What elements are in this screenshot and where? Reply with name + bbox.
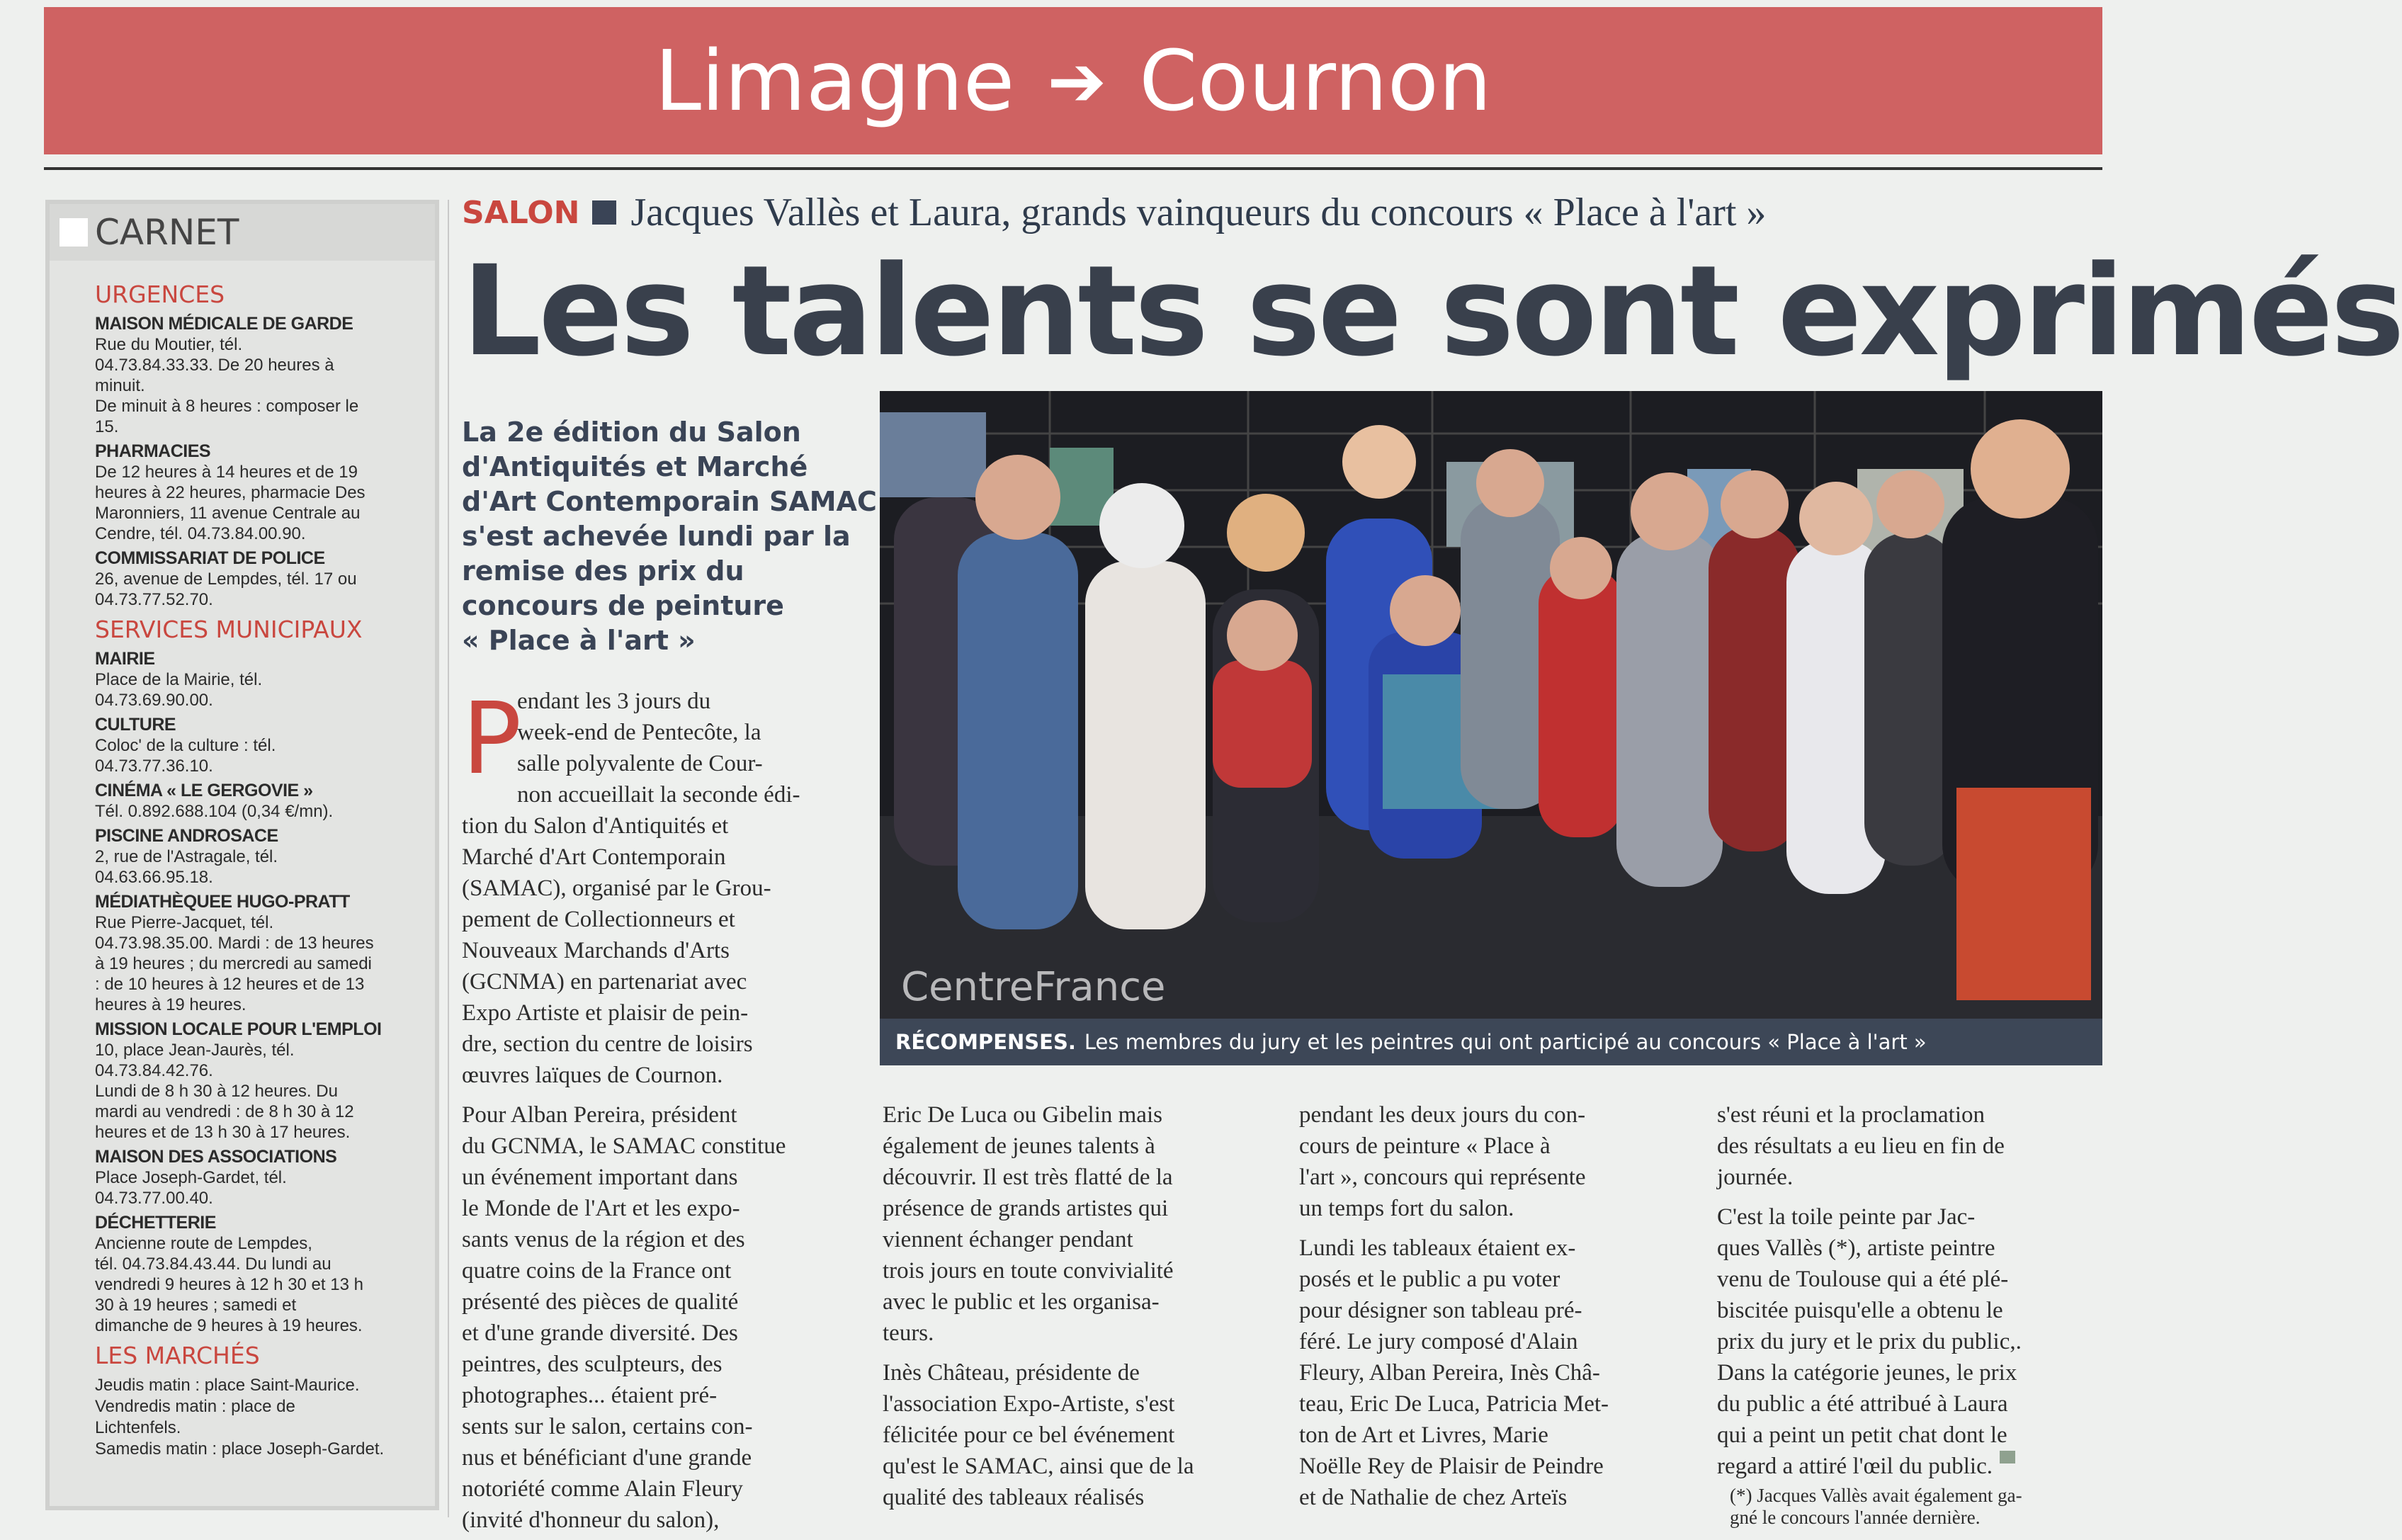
text-line: découvrir. Il est très flatté de la [883,1165,1173,1190]
carnet-entry [95,649,422,710]
chapo-line: concours de peinture [462,590,784,621]
entry-line: Cendre, tél. 04.73.84.00.90. [95,524,306,543]
text-line: et d'une grande diversité. Des [462,1320,738,1346]
text-line: (SAMAC), organisé par le Grou- [462,876,771,901]
text-line: ton de Art et Livres, Marie [1299,1422,1548,1448]
text-line: s'est réuni et la proclamation [1717,1102,1985,1128]
group-photo-illustration [880,391,2102,1019]
dropcap: P [462,681,522,797]
text-line: du GCNMA, le SAMAC constitue [462,1133,786,1159]
marche-line: Jeudis matin : place Saint-Maurice. [95,1376,360,1395]
entry-line: 04.73.77.00.40. [95,1189,213,1208]
carnet-entry [95,1019,422,1143]
text-line: Nouveaux Marchands d'Arts [462,938,730,963]
entry-line: Tél. 0.892.688.104 (0,34 €/mn). [95,802,334,821]
end-mark-icon [2000,1451,2015,1463]
entry-line: heures et de 13 h 30 à 17 heures. [95,1123,351,1142]
paragraph-5 [1299,1099,1684,1224]
entry-text [95,1233,422,1336]
article-column-2 [883,1099,1268,1513]
entry-line: 26, avenue de Lempdes, tél. 17 ou [95,570,357,589]
entry-text [95,735,422,776]
footnote [1730,1485,2022,1529]
entry-name: COMMISSARIAT DE POLICE [95,548,325,568]
chapo-line: « Place à l'art » [462,625,696,656]
text-line: du public a été attribué à Laura [1717,1391,2008,1417]
text-line: pour désigner son tableau pré- [1299,1298,1582,1323]
entry-name: MISSION LOCALE POUR L'EMPLOI [95,1019,382,1039]
chapo-line: remise des prix du [462,555,744,587]
text-line: Expo Artiste et plaisir de pein- [462,1000,749,1026]
entry-line: dimanche de 9 heures à 19 heures. [95,1316,363,1335]
text-line: Inès Château, présidente de [883,1360,1140,1386]
paragraph-1-rest [462,810,847,1091]
paragraph-2 [462,1099,847,1536]
entry-text [95,1167,422,1208]
text-line: Noëlle Rey de Plaisir de Peindre [1299,1454,1604,1479]
text-line: (GCNMA) en partenariat avec [462,969,747,995]
text-line: trois jours en toute convivialité [883,1258,1174,1284]
text-line: peintres, des sculpteurs, des [462,1352,723,1377]
entry-line: 04.73.84.33.33. De 20 heures à [95,356,334,375]
entry-line: De minuit à 8 heures : composer le [95,397,359,416]
carnet-entry [95,781,422,822]
article-column-1 [462,681,847,1536]
text-line: pendant les deux jours du con- [1299,1102,1586,1128]
entry-line: Coloc' de la culture : tél. [95,736,276,755]
text-line: notoriété comme Alain Fleury [462,1476,743,1502]
paragraph-3 [883,1099,1268,1349]
text-line: félicitée pour ce bel événement [883,1422,1175,1448]
urgences-list [95,314,422,610]
text-line: teurs. [883,1320,934,1346]
text-line: sants venus de la région et des [462,1227,745,1252]
text-line: biscitée puisqu'elle a obtenu le [1717,1298,2003,1323]
photo-credit: CentreFrance [901,964,1166,1010]
text-line: qualité des tableaux réalisés [883,1485,1145,1510]
entry-line: Maronniers, 11 avenue Centrale au [95,504,361,523]
text-line: Marché d'Art Contemporain [462,844,726,870]
carnet-entry [95,892,422,1015]
carnet-entry [95,548,422,610]
text-line: week-end de Pentecôte, la [517,720,761,745]
arrow-right-icon: ➔ [1047,39,1107,123]
paragraph-6 [1299,1233,1684,1513]
text-line: présenté des pièces de qualité [462,1289,739,1315]
text-line: venu de Toulouse qui a été plé- [1717,1267,2009,1292]
paragraph-7 [1717,1099,2102,1193]
text-line: (invité d'honneur du salon), [462,1507,720,1533]
entry-name: MAISON DES ASSOCIATIONS [95,1147,337,1167]
entry-text [95,847,422,888]
entry-line: Rue du Moutier, tél. [95,335,243,354]
top-rule [44,167,2102,170]
text-line: Lundi les tableaux étaient ex- [1299,1235,1576,1261]
marches-list [95,1375,422,1460]
entry-line: 04.73.69.90.00. [95,691,213,710]
text-line: qui a peint un petit chat dont le [1717,1422,2007,1448]
entry-name: CINÉMA « LE GERGOVIE » [95,781,313,800]
chapo [462,415,877,658]
entry-text [95,569,422,610]
text-line: le Monde de l'Art et les expo- [462,1196,740,1221]
headline: Les talents se sont exprimés [462,239,2402,384]
text-line: un temps fort du salon. [1299,1196,1514,1221]
entry-text [95,462,422,544]
entry-line: Rue Pierre-Jacquet, tél. [95,913,274,932]
carnet-entry [95,715,422,776]
kicker [462,190,1766,235]
text-line: prix du jury et le prix du public,. [1717,1329,2022,1354]
text-line: Fleury, Alban Pereira, Inès Châ- [1299,1360,1600,1386]
column-divider [448,200,449,1517]
entry-name: MAISON MÉDICALE DE GARDE [95,314,353,334]
entry-line: 30 à 19 heures ; samedi et [95,1296,297,1315]
marche-line: Vendredis matin : place de [95,1397,295,1416]
entry-line: 10, place Jean-Jaurès, tél. [95,1041,295,1060]
text-line: et de Nathalie de chez Arteïs [1299,1485,1568,1510]
square-bullet-icon [592,200,616,225]
entry-line: 04.73.98.35.00. Mardi : de 13 heures [95,934,374,953]
services-list [95,649,422,1336]
square-icon [60,218,88,247]
article-photo [880,391,2102,1019]
text-line: non accueillait la seconde édi- [517,782,800,808]
entry-line: vendredi 9 heures à 12 h 30 et 13 h [95,1275,363,1294]
entry-line: Ancienne route de Lempdes, [95,1234,312,1253]
text-line: qu'est le SAMAC, ainsi que de la [883,1454,1194,1479]
text-line: sents sur le salon, certains con- [462,1414,753,1439]
entry-line: heures à 19 heures. [95,995,247,1014]
carnet-entry [95,1213,422,1336]
text-line: œuvres laïques de Cournon. [462,1063,723,1088]
text-line: Pour Alban Pereira, président [462,1102,737,1128]
carnet-entry [95,1147,422,1208]
carnet-title: CARNET [95,212,239,253]
entry-line: Place de la Mairie, tél. [95,670,263,689]
article-column-3 [1299,1099,1684,1513]
text-line: photographes... étaient pré- [462,1383,718,1408]
banner-right: Cournon [1139,32,1492,130]
entry-name: MÉDIATHÈQUEE HUGO-PRATT [95,892,350,912]
footnote-line: (*) Jacques Vallès avait également ga- [1730,1485,2022,1506]
entry-text [95,1040,422,1143]
entry-line: heures à 22 heures, pharmacie Des [95,483,366,502]
chapo-line: s'est achevée lundi par la [462,521,851,552]
text-line: endant les 3 jours du [517,689,711,714]
text-line: l'association Expo-Artiste, s'est [883,1391,1175,1417]
entry-line: à 19 heures ; du mercredi au samedi [95,954,372,973]
text-line: l'art », concours qui représente [1299,1165,1586,1190]
text-line: dre, section du centre de loisirs [462,1031,753,1057]
entry-name: MAIRIE [95,649,155,669]
paragraph-4 [883,1357,1268,1513]
text-line: regard a attiré l'œil du public. [1717,1451,2102,1482]
kicker-tag: SALON [462,194,580,231]
section-head-marches: LES MARCHÉS [95,1342,260,1369]
text-line: nus et bénéficiant d'une grande [462,1445,752,1471]
marche-line: Lichtenfels. [95,1418,181,1437]
text-line: Dans la catégorie jeunes, le prix [1717,1360,2017,1386]
carnet-entry [95,441,422,544]
entry-line: 04.73.77.52.70. [95,590,213,609]
entry-line: De 12 heures à 14 heures et de 19 [95,463,358,482]
entry-name: DÉCHETTERIE [95,1213,216,1233]
text-line: cours de peinture « Place à [1299,1133,1551,1159]
entry-name: PHARMACIES [95,441,211,461]
entry-line: 04.63.66.95.18. [95,868,213,887]
chapo-line: d'Antiquités et Marché [462,451,808,482]
text-line: également de jeunes talents à [883,1133,1155,1159]
kicker-text: Jacques Vallès et Laura, grands vainqueurs du concours « Place à l'art » [630,191,1767,234]
chapo-line: d'Art Contemporain SAMAC [462,486,877,517]
carnet-entry [95,826,422,888]
text-line: viennent échanger pendant [883,1227,1133,1252]
entry-line: mardi au vendredi : de 8 h 30 à 12 [95,1102,354,1121]
text-line: journée. [1717,1165,1794,1190]
chapo-line: La 2e édition du Salon [462,417,801,448]
text-line: posés et le public a pu voter [1299,1267,1560,1292]
carnet-body [50,261,435,1460]
entry-text [95,912,422,1015]
section-head-services: SERVICES MUNICIPAUX [95,616,363,643]
entry-line: 04.73.77.36.10. [95,757,213,776]
article-column-4 [1717,1099,2102,1482]
text-line: tion du Salon d'Antiquités et [462,813,729,839]
section-head-urgences: URGENCES [95,281,225,308]
footnote-line: gné le concours l'année dernière. [1730,1507,1981,1528]
text-line: un événement important dans [462,1165,738,1190]
text-line: ques Vallès (*), artiste peintre [1717,1235,1995,1261]
entry-text [95,801,422,822]
entry-line: tél. 04.73.84.43.44. Du lundi au [95,1255,332,1274]
paragraph-8 [1717,1201,2102,1482]
caption-tag: RÉCOMPENSES. [895,1030,1076,1054]
carnet-entry [95,314,422,437]
section-banner [44,7,2102,154]
entry-name: PISCINE ANDROSACE [95,826,278,846]
entry-line: 04.73.84.42.76. [95,1061,213,1080]
entry-text [95,669,422,710]
entry-line: minuit. [95,376,145,395]
text-line: féré. Le jury composé d'Alain [1299,1329,1578,1354]
entry-name: CULTURE [95,715,176,735]
caption-text: Les membres du jury et les peintres qui ont participé au concours « Place à l'art » [1084,1030,1927,1054]
entry-line: 15. [95,417,119,436]
text-line: pement de Collectionneurs et [462,907,735,932]
entry-line: : de 10 heures à 12 heures et de 13 [95,975,365,994]
text-line: C'est la toile peinte par Jac- [1717,1204,1976,1230]
text-line: des résultats a eu lieu en fin de [1717,1133,2005,1159]
entry-line: 2, rue de l'Astragale, tél. [95,847,278,866]
entry-text [95,334,422,437]
text-line: teau, Eric De Luca, Patricia Met- [1299,1391,1609,1417]
text-line: avec le public et les organisa- [883,1289,1160,1315]
text-line: présence de grands artistes qui [883,1196,1169,1221]
text-line: salle polyvalente de Cour- [517,751,763,776]
banner-left: Limagne [655,32,1015,130]
photo-caption [880,1019,2102,1065]
text-line: Eric De Luca ou Gibelin mais [883,1102,1162,1128]
text-line: quatre coins de la France ont [462,1258,732,1284]
carnet-sidebar [45,200,439,1510]
carnet-header [50,204,435,261]
entry-line: Place Joseph-Gardet, tél. [95,1168,287,1187]
entry-line: Lundi de 8 h 30 à 12 heures. Du [95,1082,338,1101]
marche-line: Samedis matin : place Joseph-Gardet. [95,1439,385,1459]
